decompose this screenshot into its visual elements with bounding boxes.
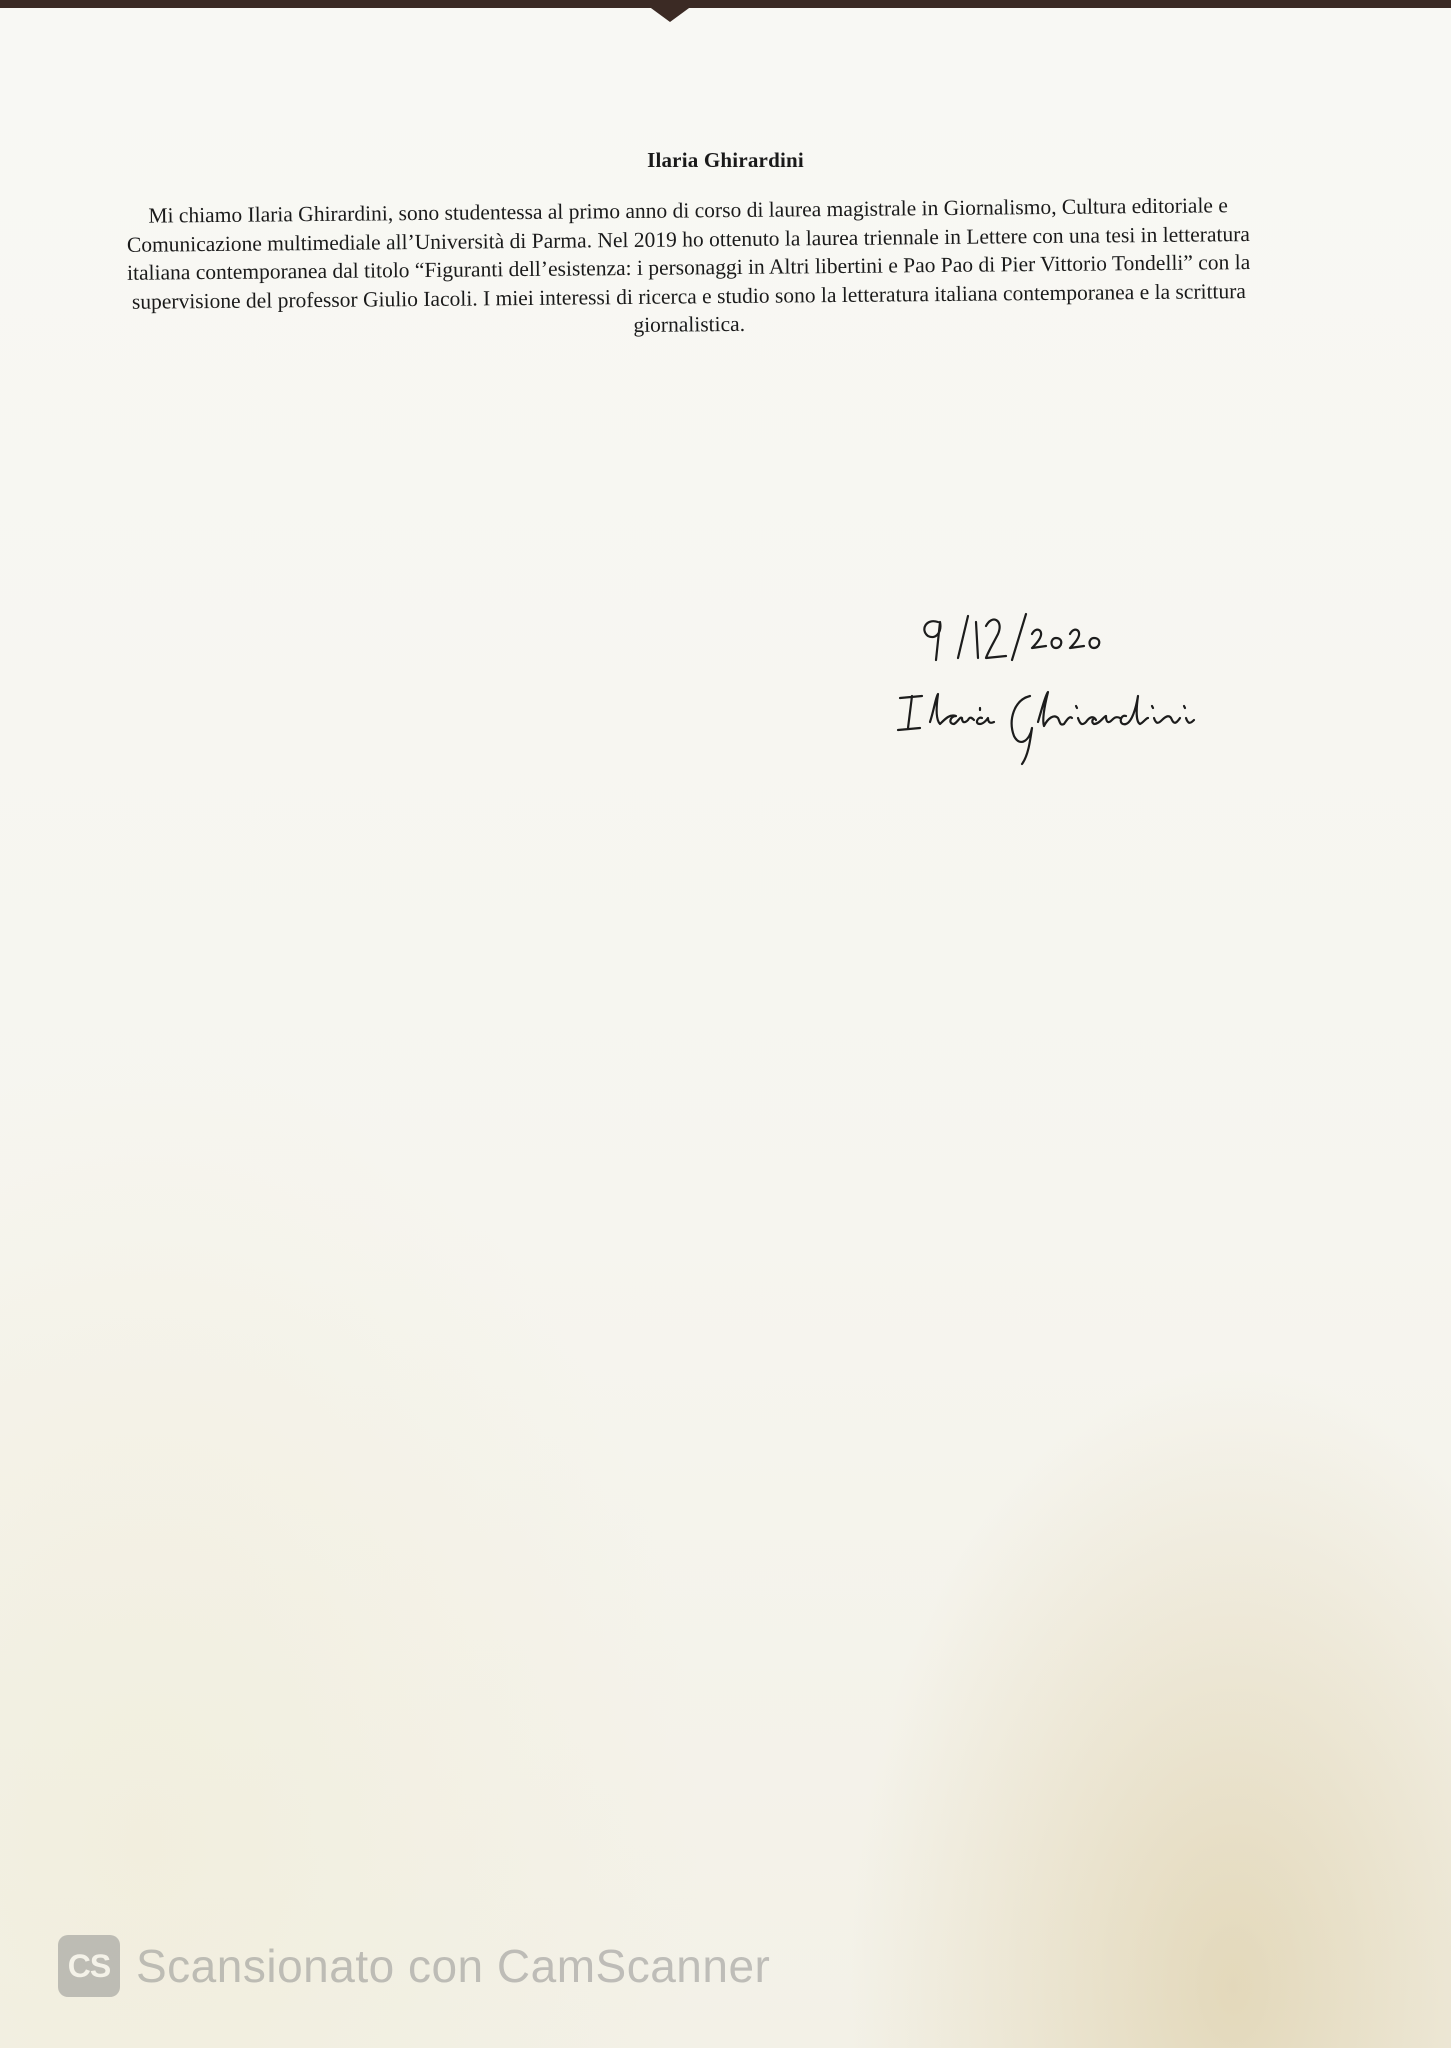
handwriting-svg bbox=[880, 600, 1280, 770]
camscanner-logo-text: CS bbox=[67, 1947, 111, 1984]
camscanner-watermark bbox=[58, 1934, 770, 1998]
watermark-text: Scansionato con CamScanner bbox=[136, 1940, 771, 1992]
handwritten-name bbox=[898, 692, 1194, 764]
handwritten-signature-block bbox=[880, 600, 1280, 770]
camscanner-logo-icon bbox=[58, 1935, 120, 1997]
handwritten-date bbox=[924, 614, 1099, 660]
document-heading: Ilaria Ghirardini bbox=[647, 148, 804, 172]
scan-top-edge bbox=[0, 0, 1451, 8]
bio-paragraph: Mi chiamo Ilaria Ghirardini, sono studentessa al primo anno di corso di laurea magistrale in Giornalismo, Cultura editoriale e Comunicazione multimediale all’Università di Parma. Nel 2019 ho ottenuto la laurea triennale in Lettere con una tesi in letteratura italiana contemporanea dal titolo “Figuranti dell’esistenza: i personaggi in Altri libertini e Pao Pao di Pier Vittorio Tondelli” con la supervisione del professor Giulio Iacoli. I miei interessi di ricerca e studio sono la letteratura italiana contemporanea e la scrittura giornalistica. bbox=[126, 193, 1251, 337]
scan-top-notch bbox=[640, 0, 700, 22]
